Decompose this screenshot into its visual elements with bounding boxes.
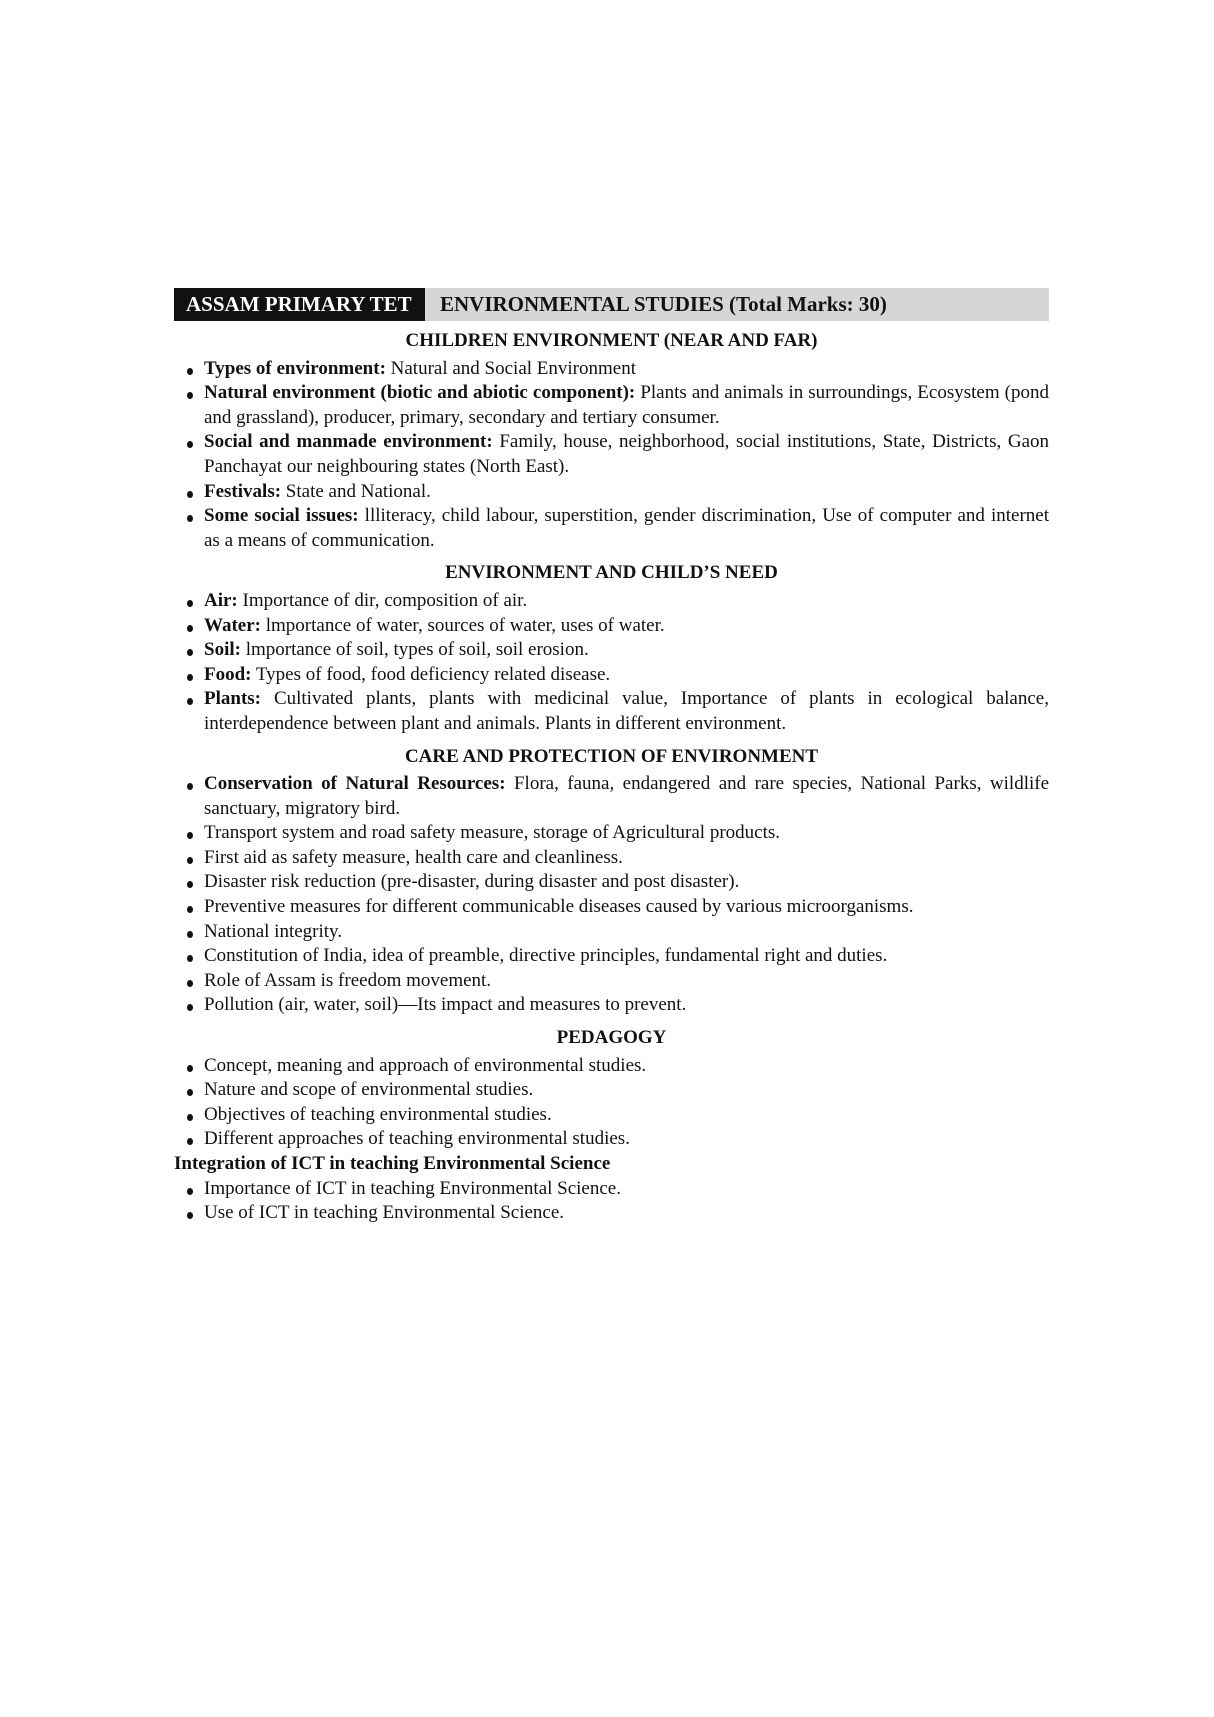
item-text: Cultivated plants, plants with medicinal value, Importance of plants in ecological balance, interdependence between plant and animals. Plants in different environment. (204, 688, 1049, 734)
item-text: Constitution of India, idea of preamble, directive principles, fundamental right and duties. (204, 945, 888, 967)
list-item (174, 1078, 1049, 1103)
item-text: Importance of ICT in teaching Environmental Science. (204, 1177, 621, 1199)
item-text: Plants and animals in surroundings, Ecosystem (pond and grassland), producer, primary, secondary and tertiary consumer. (204, 382, 1049, 428)
bullet-list (174, 589, 1049, 737)
item-text: Types of food, food deficiency related disease. (251, 663, 611, 685)
syllabus-page (174, 288, 1049, 1226)
item-text: Role of Assam is freedom movement. (204, 969, 492, 991)
item-text: Concept, meaning and approach of environmental studies. (204, 1054, 647, 1076)
list-item (174, 1054, 1049, 1079)
item-label: Social and manmade environment: (204, 431, 493, 453)
list-item (174, 614, 1049, 639)
item-label: Air: (204, 589, 238, 611)
bullet-list (174, 772, 1049, 1018)
item-text: Different approaches of teaching environmental studies. (204, 1128, 630, 1150)
exam-tag: ASSAM PRIMARY TET (174, 288, 425, 321)
list-item (174, 846, 1049, 871)
list-item (174, 969, 1049, 994)
item-text: Flora, fauna, endangered and rare species, National Parks, wildlife sanctuary, migratory bird. (204, 773, 1050, 819)
list-item (174, 870, 1049, 895)
item-text: Family, house, neighborhood, social institutions, State, Districts, Gaon Panchayat our neighbouring states (North East). (204, 431, 1049, 477)
list-item (174, 589, 1049, 614)
bullet-list (174, 1177, 1049, 1226)
item-label: Festivals: (204, 480, 282, 502)
list-item (174, 993, 1049, 1018)
section-heading: ENVIRONMENT AND CHILD’S NEED (445, 562, 778, 584)
list-item (174, 1127, 1049, 1152)
section-heading: PEDAGOGY (556, 1027, 667, 1049)
item-text: State and National. (281, 480, 431, 502)
list-item (174, 430, 1049, 479)
list-item (174, 357, 1049, 382)
list-item (174, 480, 1049, 505)
item-label: Natural environment (biotic and abiotic component): (204, 382, 636, 404)
item-label: Plants: (204, 688, 261, 710)
bullet-list (174, 1054, 1049, 1152)
item-label: Conservation of Natural Resources: (204, 773, 506, 795)
list-item (174, 920, 1049, 945)
list-item (174, 638, 1049, 663)
list-item (174, 381, 1049, 430)
item-label: Types of environment: (204, 357, 386, 379)
section-heading: CHILDREN ENVIRONMENT (NEAR AND FAR) (405, 330, 818, 351)
list-item (174, 772, 1049, 821)
item-label: Food: (204, 663, 252, 685)
list-item (174, 895, 1049, 920)
list-item (174, 663, 1049, 688)
list-item (174, 1201, 1049, 1226)
list-item (174, 1103, 1049, 1128)
list-item (174, 1177, 1049, 1202)
item-text: llliteracy, child labour, superstition, gender discrimination, Use of computer and internet as a means of communication. (204, 505, 1050, 551)
item-text: Transport system and road safety measure, storage of Agricultural products. (204, 822, 781, 844)
bullet-list (174, 357, 1049, 554)
item-text: National integrity. (204, 920, 343, 942)
item-text: Nature and scope of environmental studies. (204, 1079, 534, 1101)
item-text: lmportance of soil, types of soil, soil erosion. (240, 639, 589, 661)
item-text: Use of ICT in teaching Environmental Science. (204, 1202, 565, 1224)
list-item (174, 821, 1049, 846)
item-text: Preventive measures for different communicable diseases caused by various microorganisms. (204, 896, 914, 918)
list-item (174, 687, 1049, 736)
item-text: Disaster risk reduction (pre-disaster, during disaster and post disaster). (204, 871, 740, 893)
list-item (174, 944, 1049, 969)
item-label: Some social issues: (204, 505, 359, 527)
page-header (174, 288, 1049, 321)
subject-title: ENVIRONMENTAL STUDIES (Total Marks: 30) (440, 292, 887, 316)
subsection-heading: Integration of ICT in teaching Environmental Science (174, 1153, 611, 1174)
sections (174, 329, 1049, 1226)
section-heading: CARE AND PROTECTION OF ENVIRONMENT (404, 745, 819, 767)
item-label: Water: (204, 614, 261, 636)
list-item (174, 504, 1049, 553)
item-text: Natural and Social Environment (385, 357, 637, 379)
item-text: First aid as safety measure, health care and cleanliness. (204, 846, 623, 868)
item-text: Objectives of teaching environmental studies. (204, 1103, 552, 1125)
item-text: lmportance of water, sources of water, uses of water. (260, 614, 665, 636)
item-text: Importance of dir, composition of air. (237, 589, 528, 611)
item-text: Pollution (air, water, soil)—Its impact and measures to prevent. (204, 994, 687, 1016)
item-label: Soil: (204, 639, 241, 661)
